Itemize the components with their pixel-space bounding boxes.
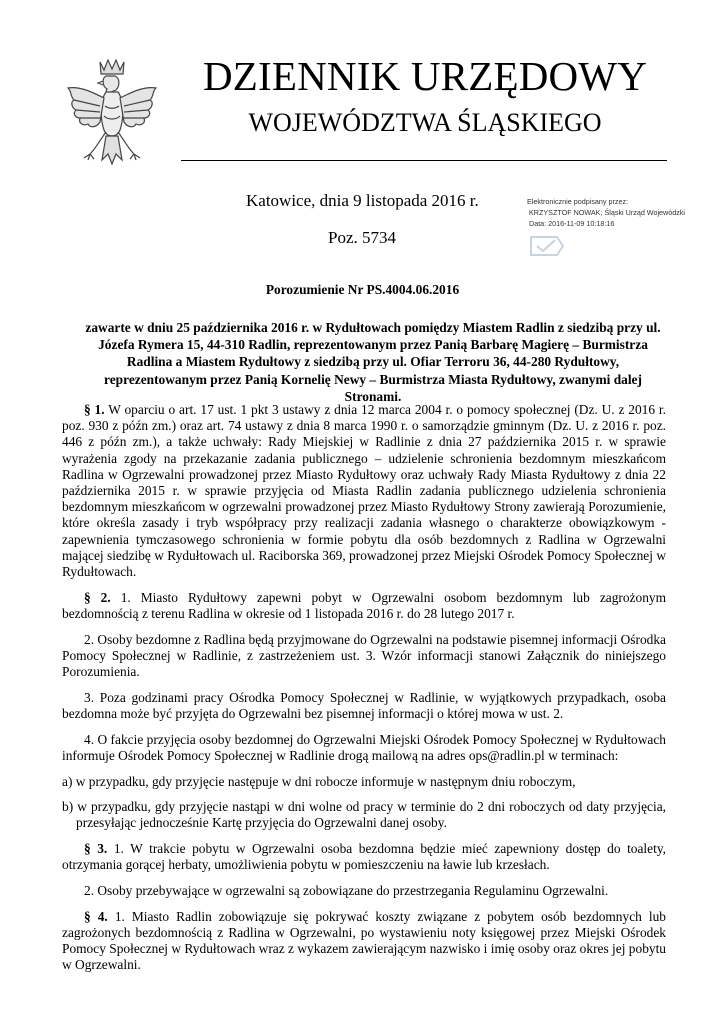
section-2-item-1-text: 1. Miasto Rydułtowy zapewni pobyt w Ogrzewalni osobom bezdomnym lub zagrożonym bezdomnością z terenu Radlina w okresie od 1 listopada 2016 r. do 28 lutego 2017 r. [62,589,666,621]
section-3-item-1-text: 1. W trakcie pobytu w Ogrzewalni osoba bezdomna będzie mieć zapewniony dostęp do toalety, otrzymania gorącej herbaty, umożliwienia pobytu w pomieszczeniu na ławie lub krzesłach. [62,841,666,873]
agreement-heading: Porozumienie Nr PS.4004.06.2016 [265,282,460,297]
section-1-text: W oparciu o art. 17 ust. 1 pkt 3 ustawy z dnia 12 marca 2004 r. o pomocy społecznej (Dz. U. z 2016 r. poz. 930 z późn zm.) oraz art. 74 ustawy z dnia 8 marca 1990 r. o samorządzie gminnym (Dz. U. z 2016 r. poz. 446 z późn zm.), a także uchwały: Rady Miejskiej w Radlinie z dnia 27 października 2015 r. w sprawie wyrażenia zgody na przekazanie zadania publicznego – udzielenie schronienia bezdomnym mieszkańcom Radlina w Ogrzewalni prowadzonej przez Miasto Rydułtowy oraz uchwały Rady Miasta Rydułtowy z dnia 22 października 2015 r. w sprawie przyjęcia od Miasta Radlin zadania publicznego udzielenia schronienia bezdomnym mieszkańcom w ogrzewalni prowadzonej przez Miasto Rydułtowy Strony zawierają Porozumienie, które określa zasady i tryb współpracy przy realizacji zadania własnego o charakterze obowiązkowym - zapewnienia tymczasowego schronienia w formie pobytu dla osób bezdomnych z Radlina w Ogrzewalni mającej siedzibę w Rydułtowach ul. Raciborska 369, prowadzonej przez Miejski Ośrodek Pomocy Społecznej w Rydułtowach. [62,402,667,580]
section-4-label: § 4. [84,908,108,924]
section-2-item-4a: a) w przypadku, gdy przyjęcie następuje w dni robocze informuje w następnym dniu roboczym, [62,773,576,789]
position-number: Poz. 5734 [328,228,396,247]
signature-check-icon [527,233,567,259]
signature-signer: KRZYSZTOF NOWAK; Śląski Urząd Wojewódzki [529,208,686,217]
section-2-item-4b-label: b) [62,799,74,815]
section-4-item-1-text: 1. Miasto Radlin zobowiązuje się pokrywać koszty związane z pobytem osób bezdomnych lub zagrożonych bezdomnością z Radlina w Ogrzewalni, po wystawieniu noty księgowej przez Miejski Ośrodek Pomocy Społecznej w Rydułtowach wraz z wykazem zawierającym nazwisko i imię osoby oraz okres jej pobytu w Ogrzewalni. [62,908,666,973]
agreement-body [62,402,666,983]
section-2-item-4b [62,799,666,831]
section-2-label: § 2. [84,589,111,605]
signature-line-1: Elektronicznie podpisany przez: [527,197,629,206]
agreement-preamble: zawarte w dniu 25 października 2016 r. w Rydułtowach pomiędzy Miastem Radlin z siedzibą przy ul. Józefa Rymera 15, 44-310 Radlin, reprezentowanym przez Panią Barbarę Magierę – Burmistrza Radlina a Miastem Rydułtowy z siedzibą przy ul. Ofiar Terroru 36, 44-280 Rydułtowy, reprezentowanym przez Panią Kornelię Newy – Burmistrza Miasta Rydułtowy, zwanymi dalej Stronami. [85,320,661,404]
section-3-label: § 3. [84,841,108,857]
section-1-label: § 1. [84,402,105,417]
electronic-signature-block [527,196,717,229]
eagle-emblem-icon [62,56,162,174]
section-1 [62,402,666,580]
section-2-item-4: 4. O fakcie przyjęcia osoby bezdomnej do Ogrzewalni Miejski Ośrodek Pomocy Społecznej w Rydułtowach informuje Ośrodek Pomocy Społecznej w Radlinie drogą mailową na adres ops@radlin.pl w terminach: [62,731,666,763]
section-3-item-1 [62,841,666,873]
section-2-item-3: 3. Poza godzinami pracy Ośrodka Pomocy Społecznej w Radlinie, w wyjątkowych przypadkach, osoba bezdomna może być przyjęta do Ogrzewalni bez pisemnej informacji o której mowa w ust. 2. [62,689,666,721]
section-3-item-2: 2. Osoby przebywające w ogrzewalni są zobowiązane do przestrzegania Regulaminu Ogrzewalni. [84,883,609,899]
journal-title: DZIENNIK URZĘDOWY [202,53,648,99]
signature-date: Data: 2016-11-09 10:18:16 [529,219,615,228]
header-divider [181,160,667,161]
section-2-item-1 [62,590,666,622]
journal-subtitle: WOJEWÓDZTWA ŚLĄSKIEGO [248,108,602,137]
section-2-item-4b-text: w przypadku, gdy przyjęcie nastąpi w dni wolne od pracy w terminie do 2 dni roboczych od daty przyjęcia, przesyłając jednocześnie Kartę przyjęcia do Ogrzewalni danej osoby. [73,799,666,831]
section-2-item-2: 2. Osoby bezdomne z Radlina będą przyjmowane do Ogrzewalni na podstawie pisemnej informacji Ośrodka Pomocy Społecznej w Radlinie, z zastrzeżeniem ust. 3. Wzór informacji stanowi Załącznik do niniejszego Porozumienia. [62,631,666,680]
issue-date: Katowice, dnia 9 listopada 2016 r. [246,191,479,210]
section-4-item-1 [62,909,666,974]
